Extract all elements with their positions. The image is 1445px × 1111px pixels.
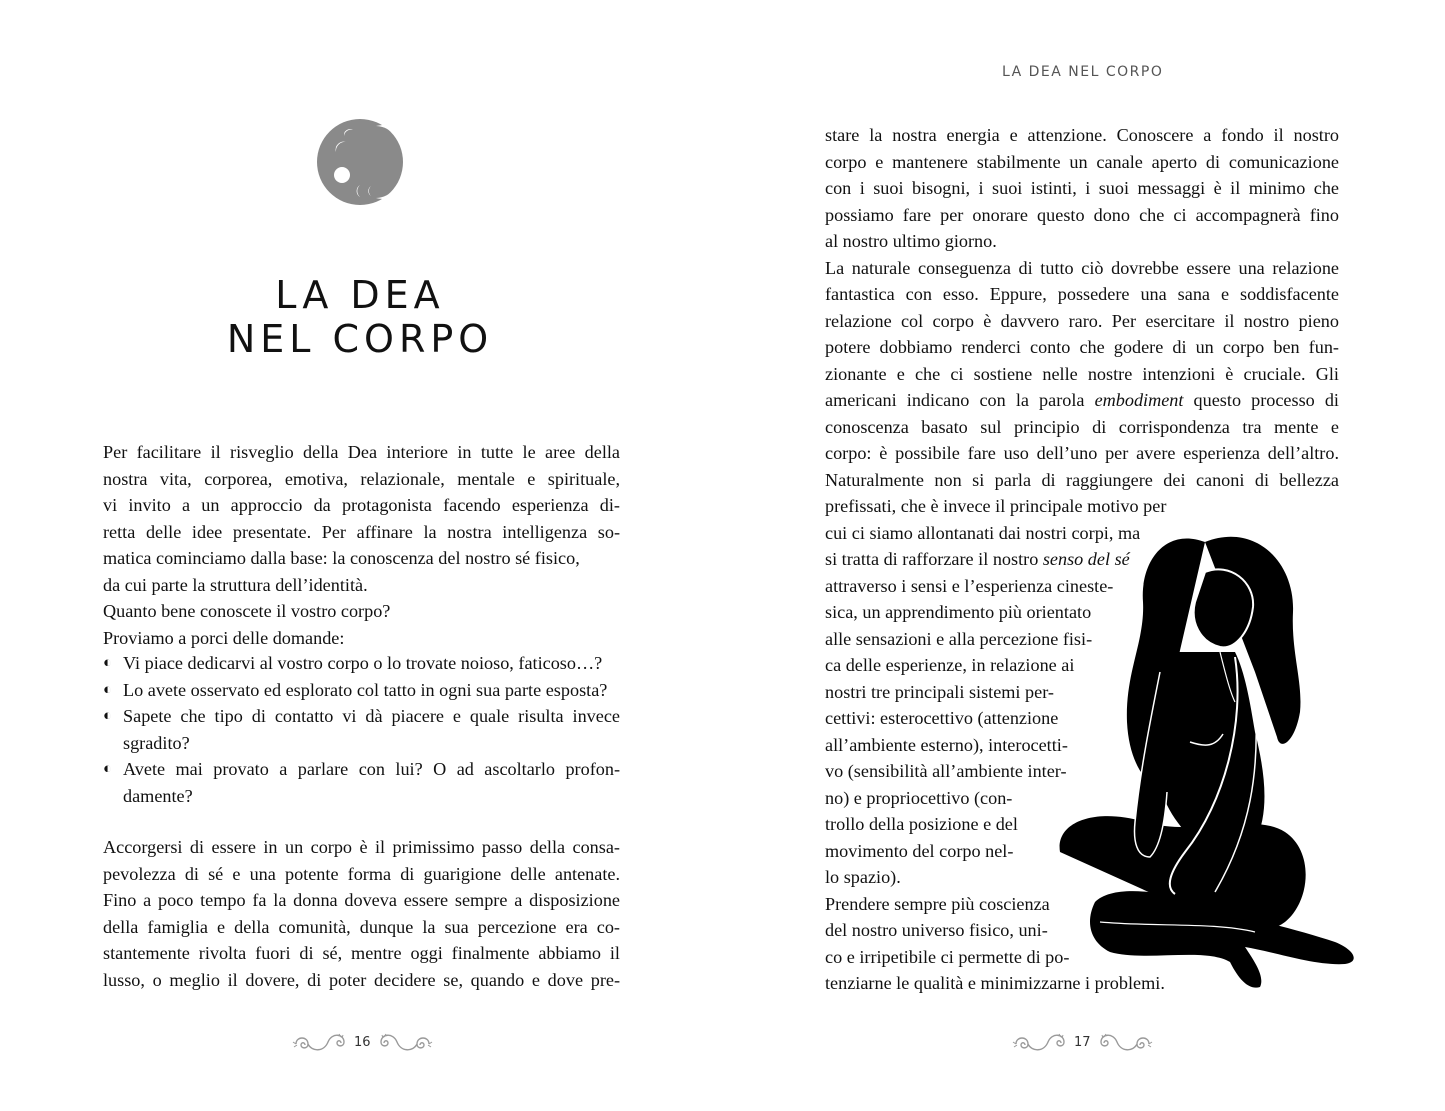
body-line: Naturalmente non si parla di raggiungere dei canoni di bellezza <box>825 469 1339 490</box>
running-head: LA DEA NEL CORPO <box>1002 64 1164 80</box>
body-line: del nostro universo fisico, uni- <box>825 920 1048 940</box>
question-list <box>103 650 620 809</box>
page-footer-16 <box>292 1030 433 1054</box>
body-line: zionante e che ci sostiene nelle nostre intenzioni è cruciale. Gli <box>825 363 1339 384</box>
page-number: 17 <box>1074 1034 1091 1050</box>
closing-line: Fino a poco tempo fa la donna doveva essere sempre a disposizione <box>103 890 620 910</box>
body-line: relazione col corpo è davvero raro. Per esercitare il nostro pieno <box>825 310 1339 331</box>
intro-line: retta delle idee presentate. Per affinare la nostra intelligenza so- <box>103 521 620 542</box>
list-item-text: Sapete che tipo di contatto vi dà piacere e quale risulta invece <box>123 706 620 726</box>
list-item <box>103 783 620 810</box>
list-item-text: Lo avete osservato ed esplorato col tatto in ogni sua parte esposta? <box>123 679 608 700</box>
swirl-ornament-icon <box>292 1030 348 1054</box>
body-line: cui ci siamo allontanati dai nostri corpi, ma <box>825 522 1141 543</box>
body-line: prefissati, che è invece il principale motivo per <box>825 496 1167 516</box>
body-line: potere dobbiamo renderci conto che godere di un corpo ben fun- <box>825 337 1339 357</box>
body-line: vo (sensibilità all’ambiente inter- <box>825 761 1067 781</box>
swirl-ornament-icon <box>377 1030 433 1054</box>
closing-line: Accorgersi di essere in un corpo è il primissimo passo della consa- <box>103 837 620 857</box>
list-item-text: sgradito? <box>123 732 190 753</box>
list-item-text: Avete mai provato a parlare con lui? O ad ascoltarlo profon- <box>123 759 620 779</box>
body-line: possiamo fare per onorare questo dono che ci accompagnerà fino <box>825 204 1339 225</box>
half-moon-bullet-icon: ◐ <box>103 708 113 724</box>
body-line: cettivi: esterocettivo (attenzione <box>825 708 1059 728</box>
body-line: nostri tre principali sistemi per- <box>825 681 1054 702</box>
intro-line: matica cominciamo dalla base: la conoscenza del nostro sé fisico, <box>103 548 580 568</box>
closing-line: lusso, o meglio il dovere, di poter decidere se, quando e dove pre- <box>103 969 620 990</box>
body-line: fantastica con esso. Eppure, possedere una sana e soddisfacente <box>825 284 1339 304</box>
page-footer-17 <box>1012 1030 1153 1054</box>
intro-paragraph <box>103 439 620 651</box>
body-line: co e irripetibile ci permette di po- <box>825 946 1070 967</box>
half-moon-bullet-icon: ◐ <box>103 655 113 671</box>
body-line: sica, un apprendimento più orientato <box>825 602 1092 622</box>
intro-line: Proviamo a porci delle domande: <box>103 627 345 648</box>
body-line: no) e propriocettivo (con- <box>825 787 1013 808</box>
closing-line: stantemente rivolta fuori di sé, mentre oggi finalmente abbiamo il <box>103 943 620 963</box>
body-line: La naturale conseguenza di tutto ciò dovrebbe essere una relazione <box>825 257 1339 278</box>
list-item <box>103 677 620 704</box>
body-line: corpo: è possibile fare uso dell’uno per avere esperienza dell’altro. <box>825 443 1339 463</box>
half-moon-bullet-icon <box>103 730 123 757</box>
seated-woman-silhouette <box>1055 522 1360 990</box>
intro-line: da cui parte la struttura dell’identità. <box>103 574 368 595</box>
list-item-text: Vi piace dedicarvi al vostro corpo o lo trovate noioso, faticoso…? <box>123 653 603 673</box>
intro-line: Quanto bene conoscete il vostro corpo? <box>103 601 391 621</box>
closing-paragraph <box>103 834 620 993</box>
body-line: conoscenza basato sul principio di corrispondenza tra mente e <box>825 416 1339 437</box>
intro-line: Per facilitare il risveglio della Dea interiore in tutte le aree della <box>103 442 620 462</box>
closing-line: della famiglia e della comunità, dunque la sua percezione era co- <box>103 916 620 937</box>
half-moon-bullet-icon <box>103 783 123 810</box>
intro-line: nostra vita, corporea, emotiva, relazionale, mentale e spirituale, <box>103 468 620 489</box>
swirl-ornament-icon <box>1012 1030 1068 1054</box>
body-line: attraverso i sensi e l’esperienza cineste- <box>825 575 1114 596</box>
closing-line: pevolezza di sé e una potente forma di guarigione delle antenate. <box>103 863 620 884</box>
body-line: corpo e mantenere stabilmente un canale aperto di comunicazione <box>825 151 1339 172</box>
body-line: lo spazio). <box>825 867 901 887</box>
intro-line: vi invito a un approccio da protagonista facendo esperienza di- <box>103 495 620 515</box>
swirl-ornament-icon <box>1097 1030 1153 1054</box>
body-line: tenziarne le qualità e minimizzarne i problemi. <box>825 973 1165 993</box>
page-number: 16 <box>354 1034 371 1050</box>
half-moon-bullet-icon: ◐ <box>103 761 113 777</box>
list-item <box>103 756 620 783</box>
body-line: trollo della posizione e del <box>825 814 1018 834</box>
half-moon-bullet-icon: ◐ <box>103 681 113 698</box>
body-line: alle sensazioni e alla percezione fisi- <box>825 628 1093 649</box>
title-line-1: LA DEA <box>275 273 445 318</box>
body-line: movimento del corpo nel- <box>825 840 1014 861</box>
chapter-title <box>100 273 620 361</box>
body-line: al nostro ultimo giorno. <box>825 231 997 251</box>
body-line: con i suoi bisogni, i suoi istinti, i suoi messaggi è il minimo che <box>825 178 1339 198</box>
body-line: stare la nostra energia e attenzione. Conoscere a fondo il nostro <box>825 125 1339 145</box>
body-line: all’ambiente esterno), interocetti- <box>825 734 1068 755</box>
list-item <box>103 650 620 677</box>
moon-phases-icon <box>316 118 404 206</box>
left-page <box>0 0 722 1111</box>
body-line: Prendere sempre più coscienza <box>825 893 1050 914</box>
body-line: americani indicano con la parola embodiment questo processo di <box>825 390 1339 410</box>
list-item-text: damente? <box>123 785 193 806</box>
body-line: si tratta di rafforzare il nostro senso del sé <box>825 549 1130 569</box>
list-item <box>103 703 620 730</box>
body-line: ca delle esperienze, in relazione ai <box>825 655 1075 675</box>
title-line-2: NEL CORPO <box>226 317 494 362</box>
list-item <box>103 730 620 757</box>
